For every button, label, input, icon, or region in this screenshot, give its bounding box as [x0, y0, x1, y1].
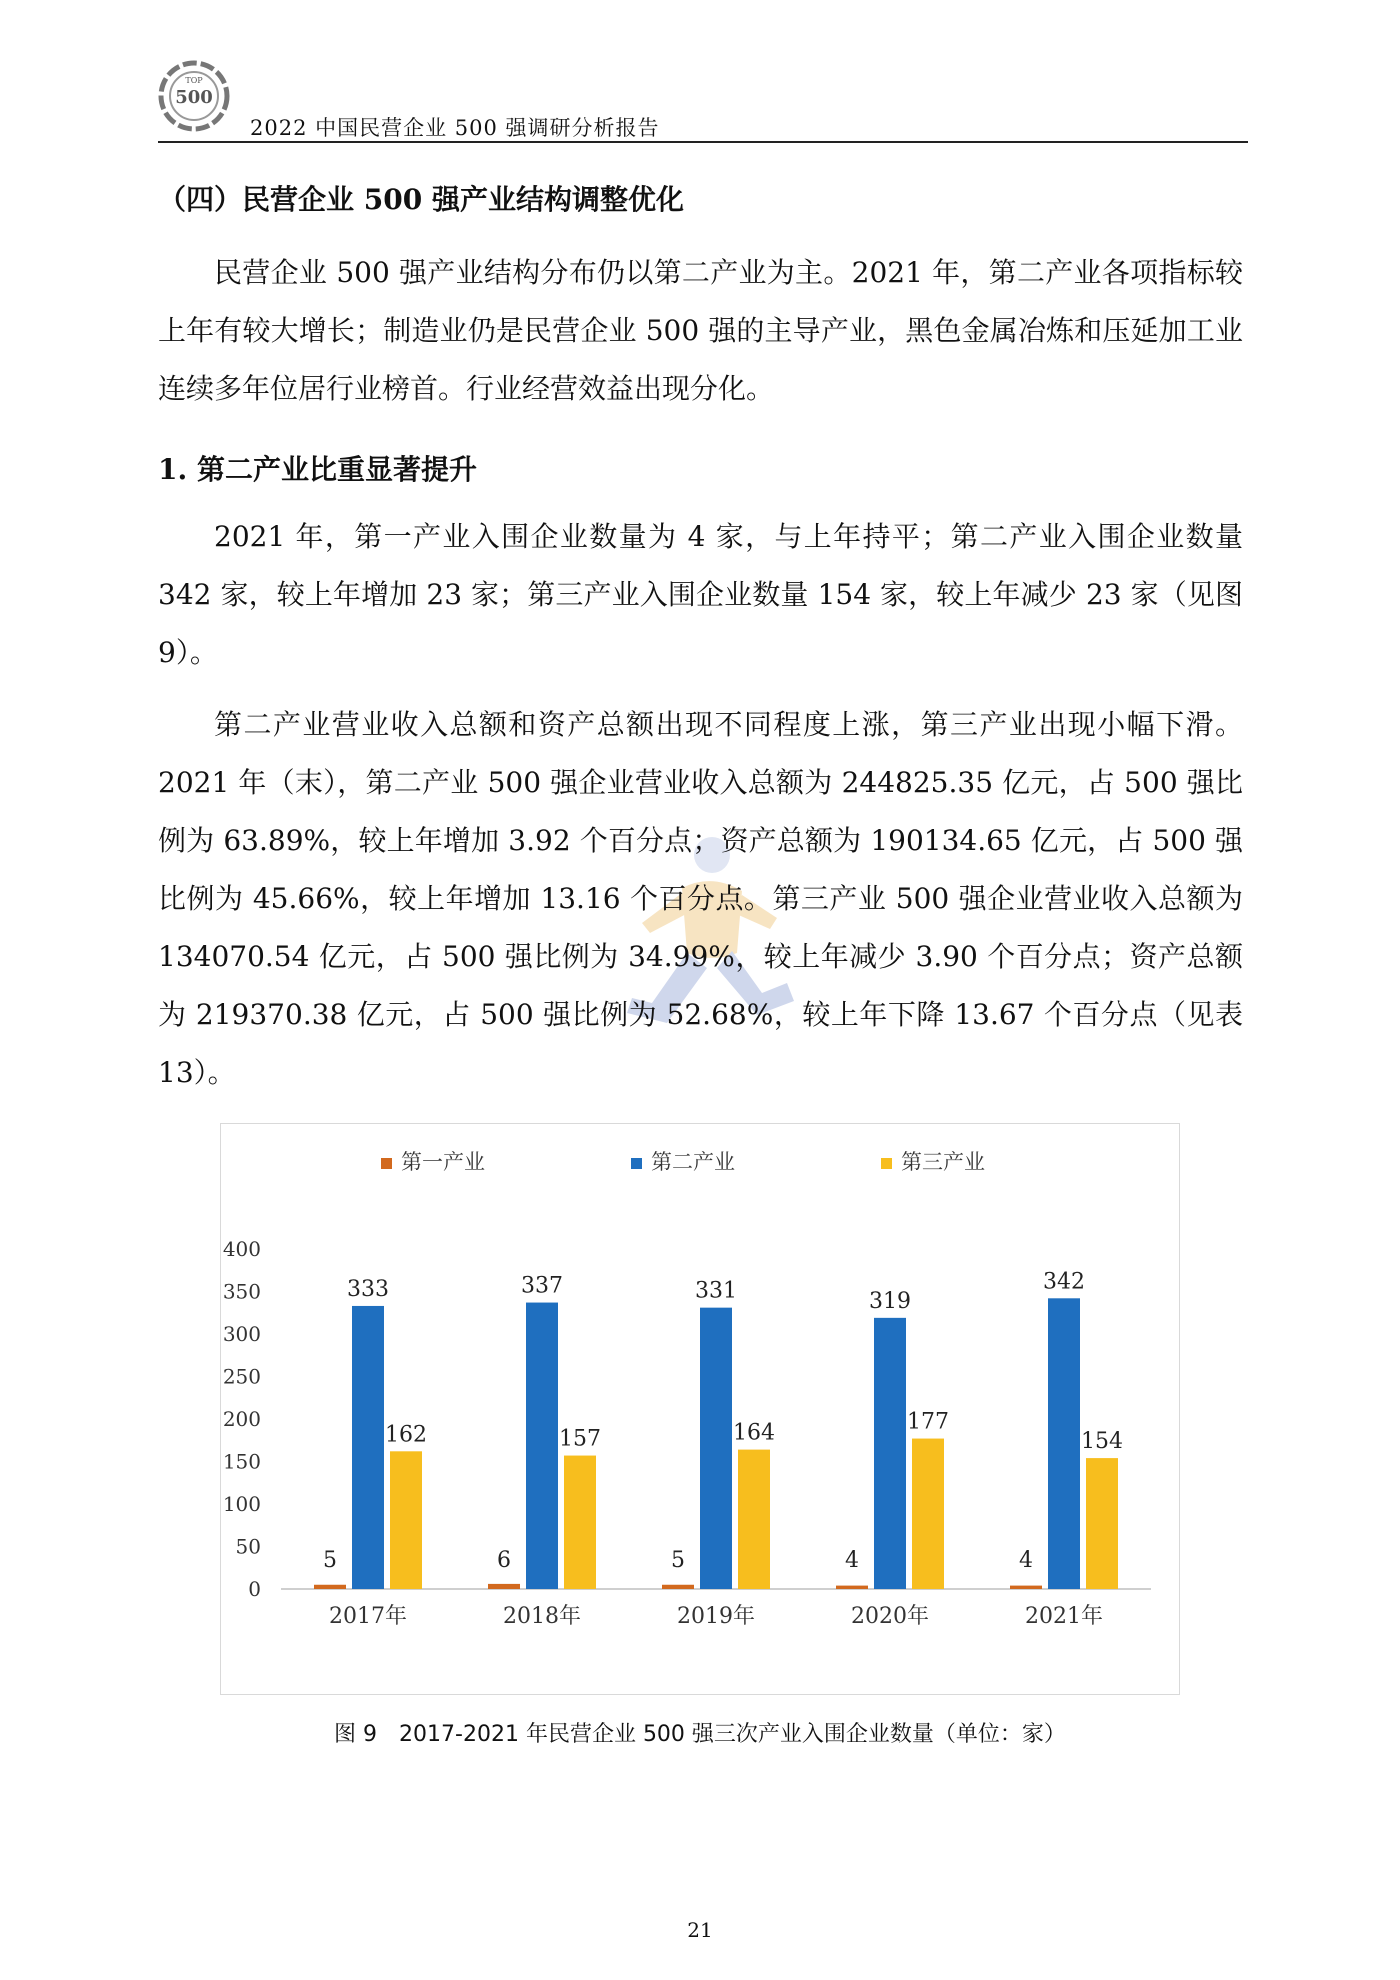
bar-3 [738, 1450, 770, 1589]
data-label: 4 [1019, 1548, 1033, 1573]
x-tick-label: 2020年 [851, 1604, 929, 1629]
bar-2 [1048, 1298, 1080, 1589]
legend-swatch [881, 1158, 892, 1169]
figure-caption: 图 9 2017-2021 年民营企业 500 强三次产业入围企业数量（单位：家） [334, 1722, 1066, 1747]
bar-2 [700, 1308, 732, 1589]
x-tick-label: 2021年 [1025, 1604, 1103, 1629]
bar-3 [564, 1456, 596, 1589]
y-tick-label: 350 [222, 1279, 261, 1304]
bar-2 [352, 1306, 384, 1589]
data-label: 154 [1081, 1429, 1123, 1455]
section-intro-paragraph: 民营企业 500 强产业结构分布仍以第二产业为主。2021 年，第二产业各项指标较上年有较大增长；制造业仍是民营企业 500 强的主导产业，黑色金属冶炼和压延加工业连续多年位居行业榜首。行业经营效益出现分化。 [158, 256, 1243, 405]
data-label: 342 [1043, 1269, 1085, 1295]
y-tick-label: 0 [248, 1577, 261, 1601]
data-label: 157 [559, 1426, 601, 1452]
logo-number-text: 500 [175, 87, 213, 108]
bar-1 [1010, 1586, 1042, 1589]
bar-2 [874, 1318, 906, 1589]
legend-label: 第三产业 [901, 1150, 985, 1174]
x-tick-label: 2018年 [503, 1604, 581, 1629]
bar-2 [526, 1303, 558, 1589]
y-tick-label: 150 [222, 1449, 261, 1474]
data-label: 333 [347, 1276, 389, 1302]
industry-count-chart [220, 1123, 1180, 1695]
bar-1 [836, 1586, 868, 1589]
bar-1 [314, 1585, 346, 1589]
bar-chart-svg [221, 1124, 1179, 1694]
data-label: 6 [497, 1548, 511, 1573]
y-tick-label: 400 [222, 1237, 261, 1261]
bar-3 [912, 1439, 944, 1589]
subsection-paragraph-2: 第二产业营业收入总额和资产总额出现不同程度上涨，第三产业出现小幅下滑。2021 年（末），第二产业 500 强企业营业收入总额为 244825.35 亿元，占 500 强比例为 63.89%，较上年增加 3.92 个百分点；资产总额为 190134.65 亿元，占 500 强比例为 45.66%，较上年增加 13.16 个百分点。第三产业 500 强企业营业收入总额为 134070.54 亿元，占 500 强比例为 34.99%，较上年减少 3.90 个百分点；资产总额为 219370.38 亿元，占 500 强比例为 52.68%，较上年下降 13.67 个百分点（见表 13）。 [158, 708, 1243, 1089]
y-tick-label: 200 [222, 1407, 261, 1431]
legend-label: 第一产业 [401, 1150, 485, 1174]
data-label: 5 [323, 1548, 337, 1573]
data-label: 5 [671, 1548, 685, 1573]
subsection-paragraph-1: 2021 年，第一产业入围企业数量为 4 家，与上年持平；第二产业入围企业数量 342 家，较上年增加 23 家；第三产业入围企业数量 154 家，较上年减少 23 家（见图 9）。 [158, 520, 1243, 669]
bar-1 [662, 1585, 694, 1589]
subsection-heading: 1. 第二产业比重显著提升 [158, 453, 477, 486]
legend-label: 第二产业 [651, 1150, 735, 1174]
y-tick-label: 100 [222, 1492, 261, 1516]
legend-swatch [631, 1158, 642, 1169]
data-label: 337 [521, 1273, 563, 1299]
page-number: 21 [687, 1918, 713, 1942]
data-label: 4 [845, 1548, 859, 1573]
header-title: 2022 中国民营企业 500 强调研分析报告 [250, 116, 660, 140]
header-divider [158, 141, 1248, 143]
x-tick-label: 2019年 [677, 1604, 755, 1629]
data-label: 177 [907, 1409, 949, 1435]
data-label: 319 [869, 1288, 911, 1314]
section-heading: （四）民营企业 500 强产业结构调整优化 [158, 183, 684, 216]
y-tick-label: 300 [222, 1322, 261, 1346]
y-tick-label: 250 [222, 1364, 261, 1389]
bar-3 [390, 1451, 422, 1589]
legend-swatch [381, 1158, 392, 1169]
x-tick-label: 2017年 [329, 1604, 407, 1629]
logo-top-text: TOP [185, 76, 203, 85]
top500-logo [158, 58, 230, 134]
bar-1 [488, 1584, 520, 1589]
bar-3 [1086, 1458, 1118, 1589]
data-label: 331 [695, 1278, 737, 1304]
y-tick-label: 50 [235, 1534, 261, 1559]
data-label: 162 [385, 1422, 427, 1448]
chart-bars [314, 1269, 1123, 1589]
chart-legend [381, 1150, 985, 1174]
data-label: 164 [733, 1420, 775, 1446]
x-axis [329, 1604, 1103, 1629]
